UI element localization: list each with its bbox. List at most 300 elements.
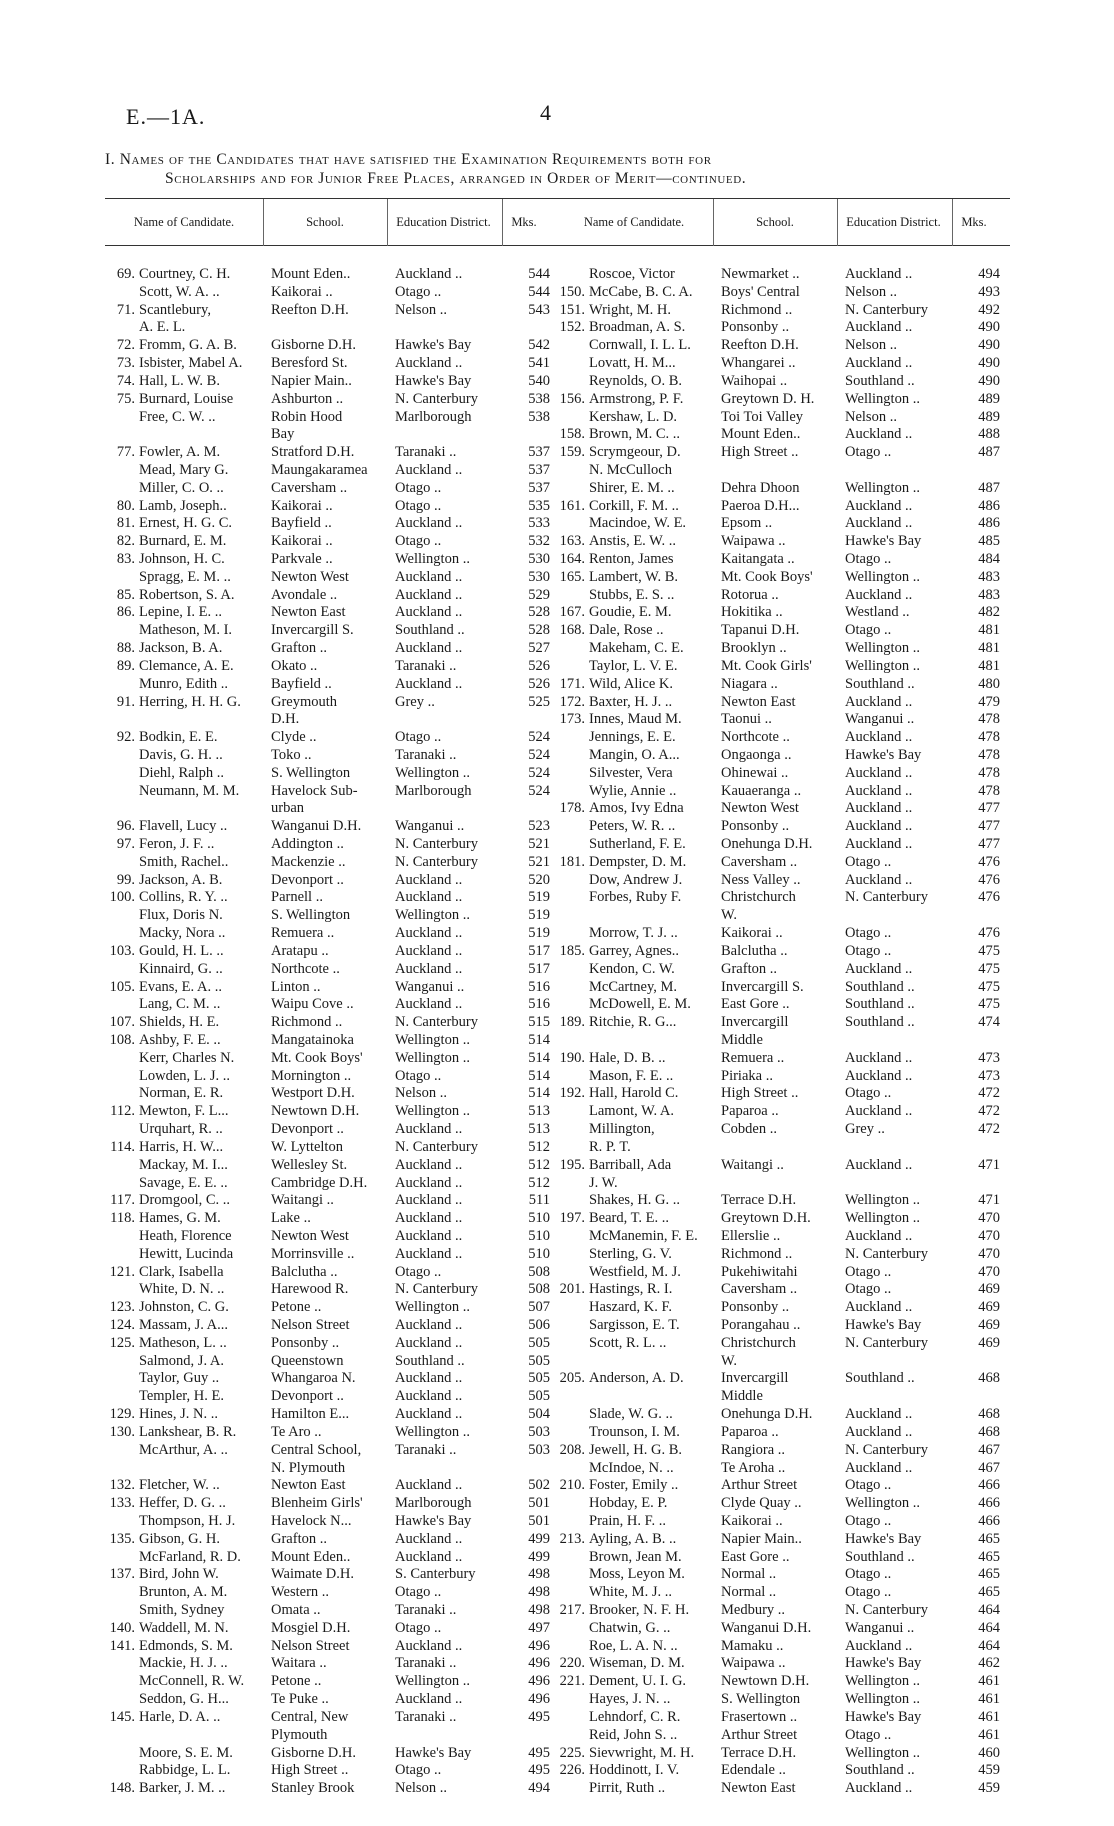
candidate-name: Moss, Leyon M. xyxy=(589,1566,685,1583)
marks-value: 506 xyxy=(528,1317,550,1334)
table-row xyxy=(105,1335,560,1351)
education-district: Nelson .. xyxy=(845,337,897,354)
education-district: Auckland .. xyxy=(395,871,463,888)
marks-value: 507 xyxy=(528,1299,550,1316)
marks-value: 465 xyxy=(978,1530,1000,1547)
rank-number: 158. xyxy=(559,426,585,443)
marks-value: 512 xyxy=(528,1138,550,1155)
school-name: urban xyxy=(271,800,305,817)
marks-value: 538 xyxy=(528,408,550,425)
table-row xyxy=(105,729,560,745)
school-name: Richmond .. xyxy=(721,1245,793,1262)
table-row xyxy=(105,587,560,603)
marks-value: 482 xyxy=(978,604,1000,621)
candidate-name: Hines, J. N. .. xyxy=(139,1406,218,1423)
table-row xyxy=(105,1549,560,1565)
marks-value: 498 xyxy=(528,1584,550,1601)
school-name: Terrace D.H. xyxy=(721,1192,797,1209)
rank-number: 132. xyxy=(109,1477,135,1494)
school-name: Mount Eden.. xyxy=(271,1548,351,1565)
rank-number: 161. xyxy=(559,497,585,514)
marks-value: 510 xyxy=(528,1210,550,1227)
candidate-name: Anstis, E. W. .. xyxy=(589,533,677,550)
candidate-name: Bird, John W. xyxy=(139,1566,219,1583)
school-name: Lake .. xyxy=(271,1210,311,1227)
education-district: Auckland .. xyxy=(395,355,463,372)
marks-value: 505 xyxy=(528,1352,550,1369)
table-row xyxy=(555,1085,1010,1101)
candidate-name: A. E. L. xyxy=(139,319,186,336)
school-name: Caversham .. xyxy=(271,479,348,496)
education-district: Hawke's Bay xyxy=(395,1744,472,1761)
education-district: Otago .. xyxy=(395,1067,442,1084)
school-name: Tapanui D.H. xyxy=(721,622,800,639)
candidate-name: Hall, Harold C. xyxy=(589,1085,679,1102)
table-row xyxy=(105,1139,560,1155)
education-district: Auckland .. xyxy=(845,836,913,853)
education-district: Hawke's Bay xyxy=(845,1530,922,1547)
marks-value: 519 xyxy=(528,907,550,924)
rank-number: 217. xyxy=(559,1602,585,1619)
school-name: Ponsonby .. xyxy=(271,1334,340,1351)
candidate-name: Ernest, H. G. C. xyxy=(139,515,233,532)
marks-value: 469 xyxy=(978,1317,1000,1334)
education-district: Auckland .. xyxy=(845,1049,913,1066)
table-row xyxy=(555,694,1010,710)
school-name: Balclutha .. xyxy=(721,942,788,959)
candidate-name: Jewell, H. G. B. xyxy=(589,1441,683,1458)
candidate-name: Flavell, Lucy .. xyxy=(139,818,228,835)
school-name: S. Wellington xyxy=(271,907,351,924)
table-row xyxy=(105,765,560,781)
table-row xyxy=(105,355,560,371)
school-name: Newmarket .. xyxy=(721,266,800,282)
marks-value: 530 xyxy=(528,551,550,568)
candidate-name: Harris, H. W... xyxy=(139,1138,224,1155)
school-name: Aratapu .. xyxy=(271,942,329,959)
candidate-name: Dromgool, C. .. xyxy=(139,1192,231,1209)
marks-value: 529 xyxy=(528,586,550,603)
table-row xyxy=(105,1620,560,1636)
marks-value: 462 xyxy=(978,1655,1000,1672)
marks-value: 516 xyxy=(528,996,550,1013)
candidate-name: Gibson, G. H. xyxy=(139,1530,220,1547)
marks-value: 530 xyxy=(528,568,550,585)
education-district: Southland .. xyxy=(845,1370,915,1387)
school-name: Waipawa .. xyxy=(721,533,786,550)
table-row xyxy=(555,1513,1010,1529)
rank-number: 171. xyxy=(559,675,585,692)
table-row xyxy=(555,1584,1010,1600)
marks-value: 487 xyxy=(978,479,1000,496)
candidate-name: Scott, W. A. .. xyxy=(139,283,220,300)
marks-value: 484 xyxy=(978,551,1000,568)
table-row xyxy=(555,783,1010,799)
rank-number: 141. xyxy=(109,1637,135,1654)
rank-number: 91. xyxy=(116,693,135,710)
table-row xyxy=(105,1014,560,1030)
marks-value: 474 xyxy=(978,1014,1000,1031)
school-name: Piriaka .. xyxy=(721,1067,773,1084)
school-name: Nelson Street xyxy=(271,1637,350,1654)
rank-number: 145. xyxy=(109,1708,135,1725)
candidate-name: Herring, H. H. G. xyxy=(139,693,241,710)
rank-number: 83. xyxy=(116,551,135,568)
education-district: Auckland .. xyxy=(845,1103,913,1120)
education-district: Wellington .. xyxy=(395,1049,470,1066)
education-district: Southland .. xyxy=(395,622,465,639)
education-district: Auckland .. xyxy=(845,729,913,746)
candidate-name: Kershaw, L. D. xyxy=(589,408,678,425)
school-name: Te Aro .. xyxy=(271,1423,322,1440)
marks-value: 514 xyxy=(528,1049,550,1066)
rank-number: 168. xyxy=(559,622,585,639)
education-district: N. Canterbury xyxy=(395,390,478,407)
table-row xyxy=(555,1566,1010,1582)
marks-value: 480 xyxy=(978,675,1000,692)
marks-value: 470 xyxy=(978,1227,1000,1244)
school-name: Ongaonga .. xyxy=(721,746,792,763)
education-district: N. Canterbury xyxy=(395,836,478,853)
education-district: Auckland .. xyxy=(395,1192,463,1209)
title-line-2: Scholarships and for Junior Free Places, arranged in Order of Merit—continued. xyxy=(165,170,747,187)
table-row xyxy=(105,1121,560,1137)
education-district: Auckland .. xyxy=(395,586,463,603)
candidate-name: Innes, Maud M. xyxy=(589,711,682,728)
candidate-name: Feron, J. F. .. xyxy=(139,836,215,853)
candidate-name: Jennings, E. E. xyxy=(589,729,676,746)
candidate-name: Morrow, T. J. .. xyxy=(589,925,678,942)
school-name: Ellerslie .. xyxy=(721,1227,781,1244)
school-name: Paparoa .. xyxy=(721,1103,779,1120)
candidate-name: Salmond, J. A. xyxy=(139,1352,224,1369)
table-row xyxy=(105,604,560,620)
education-district: Auckland .. xyxy=(395,1477,463,1494)
rank-number: 85. xyxy=(116,586,135,603)
marks-value: 512 xyxy=(528,1156,550,1173)
table-row xyxy=(105,1192,560,1208)
table-row xyxy=(105,1050,560,1066)
table-row xyxy=(555,1638,1010,1654)
table-row xyxy=(105,1762,560,1778)
candidate-name: Wild, Alice K. xyxy=(589,675,673,692)
table-row xyxy=(555,1477,1010,1493)
marks-value: 476 xyxy=(978,853,1000,870)
candidate-name: J. W. xyxy=(589,1174,618,1191)
education-district: Otago .. xyxy=(395,479,442,496)
table-row xyxy=(555,355,1010,371)
marks-value: 537 xyxy=(528,479,550,496)
school-name: Mornington .. xyxy=(271,1067,352,1084)
school-name: Normal .. xyxy=(721,1584,777,1601)
candidate-name: Mason, F. E. .. xyxy=(589,1067,674,1084)
education-district: Taranaki .. xyxy=(395,1708,457,1725)
rank-number: 137. xyxy=(109,1566,135,1583)
school-name: Devonport .. xyxy=(271,1388,344,1405)
table-row xyxy=(555,854,1010,870)
candidate-name: Hoddinott, I. V. xyxy=(589,1762,680,1779)
marks-value: 471 xyxy=(978,1156,1000,1173)
table-row xyxy=(555,1228,1010,1244)
marks-value: 511 xyxy=(528,1192,550,1209)
table-row xyxy=(555,1264,1010,1280)
table-row xyxy=(555,872,1010,888)
table-row xyxy=(105,1103,560,1119)
candidate-name: Cornwall, I. L. L. xyxy=(589,337,691,354)
school-name: Arthur Street xyxy=(721,1477,798,1494)
rank-number: 140. xyxy=(109,1619,135,1636)
school-name: Invercargill S. xyxy=(721,978,804,995)
candidate-name: Johnson, H. C. xyxy=(139,551,225,568)
school-name: Wellesley St. xyxy=(271,1156,348,1173)
marks-value: 465 xyxy=(978,1584,1000,1601)
education-district: Otago .. xyxy=(395,497,442,514)
candidates-table-left xyxy=(105,198,560,1797)
header-district: Education District. xyxy=(846,215,941,229)
table-row xyxy=(555,818,1010,834)
marks-value: 461 xyxy=(978,1708,1000,1725)
candidate-name: Kerr, Charles N. xyxy=(139,1049,235,1066)
table-row xyxy=(105,872,560,888)
school-name: Hokitika .. xyxy=(721,604,783,621)
school-name: Newton East xyxy=(721,693,796,710)
school-name: Ohinewai .. xyxy=(721,764,789,781)
marks-value: 464 xyxy=(978,1602,1000,1619)
marks-value: 483 xyxy=(978,586,1000,603)
school-name: Greytown D. H. xyxy=(721,390,815,407)
marks-value: 470 xyxy=(978,1210,1000,1227)
candidate-name: Anderson, A. D. xyxy=(589,1370,684,1387)
education-district: Otago .. xyxy=(845,444,892,461)
school-name: Napier Main.. xyxy=(271,372,352,389)
candidate-name: Diehl, Ralph .. xyxy=(139,764,224,781)
rank-number: 99. xyxy=(116,871,135,888)
education-district: Wellington .. xyxy=(845,1673,920,1690)
education-district: Otago .. xyxy=(845,1263,892,1280)
table-row xyxy=(555,284,1010,300)
section-title xyxy=(105,150,1015,188)
table-row xyxy=(555,1727,1010,1743)
education-district: Wanganui .. xyxy=(395,978,465,995)
table-row xyxy=(105,1477,560,1493)
school-name: East Gore .. xyxy=(721,996,790,1013)
marks-value: 535 xyxy=(528,497,550,514)
candidate-name: Taylor, L. V. E. xyxy=(589,657,678,674)
education-district: Auckland .. xyxy=(845,1406,913,1423)
candidate-name: Hale, D. B. .. xyxy=(589,1049,666,1066)
school-name: Whangaroa N. xyxy=(271,1370,356,1387)
marks-value: 468 xyxy=(978,1423,1000,1440)
rank-number: 152. xyxy=(559,319,585,336)
table-row xyxy=(105,1246,560,1262)
marks-value: 487 xyxy=(978,444,1000,461)
school-name: Arthur Street xyxy=(721,1726,798,1743)
marks-value: 494 xyxy=(978,266,1000,282)
table-row xyxy=(555,1495,1010,1511)
candidate-name: Brunton, A. M. xyxy=(139,1584,228,1601)
education-district: Southland .. xyxy=(845,372,915,389)
candidate-name: Rabbidge, L. L. xyxy=(139,1762,231,1779)
marks-value: 478 xyxy=(978,729,1000,746)
marks-value: 492 xyxy=(978,301,1000,318)
school-name: Edendale .. xyxy=(721,1762,786,1779)
school-name: Toi Toi Valley xyxy=(721,408,804,425)
education-district: Auckland .. xyxy=(845,1067,913,1084)
marks-value: 490 xyxy=(978,372,1000,389)
table-row xyxy=(105,551,560,567)
table-row xyxy=(105,907,560,923)
rank-number: 105. xyxy=(109,978,135,995)
rank-number: 172. xyxy=(559,693,585,710)
school-name: Reefton D.H. xyxy=(271,301,349,318)
education-district: Wellington .. xyxy=(845,1744,920,1761)
candidate-name: Dow, Andrew J. xyxy=(589,871,683,888)
table-row xyxy=(555,1655,1010,1671)
school-name: Whangarei .. xyxy=(721,355,796,372)
school-name: Devonport .. xyxy=(271,1121,344,1138)
education-district: Nelson .. xyxy=(395,1085,447,1102)
marks-value: 475 xyxy=(978,996,1000,1013)
rank-number: 97. xyxy=(116,836,135,853)
candidate-name: Goudie, E. M. xyxy=(589,604,672,621)
page-number: 4 xyxy=(540,100,551,125)
candidate-name: Thompson, H. J. xyxy=(139,1512,236,1529)
candidate-name: Flux, Doris N. xyxy=(139,907,223,924)
table-row xyxy=(555,1709,1010,1725)
education-district: Wellington .. xyxy=(845,657,920,674)
marks-value: 466 xyxy=(978,1495,1000,1512)
marks-value: 464 xyxy=(978,1637,1000,1654)
school-name: Niagara .. xyxy=(721,675,778,692)
table-row xyxy=(105,1460,560,1476)
table-row xyxy=(105,1228,560,1244)
candidate-name: Lambert, W. B. xyxy=(589,568,679,585)
rank-number: 89. xyxy=(116,657,135,674)
table-row xyxy=(555,426,1010,442)
rank-number: 133. xyxy=(109,1495,135,1512)
school-name: Porangahau .. xyxy=(721,1317,801,1334)
school-name: Havelock N... xyxy=(271,1512,352,1529)
school-name: Paparoa .. xyxy=(721,1423,779,1440)
table-row xyxy=(105,1353,560,1369)
table-row xyxy=(105,1655,560,1671)
school-name: Clyde Quay .. xyxy=(721,1495,802,1512)
school-name: Harewood R. xyxy=(271,1281,349,1298)
school-name: Petone .. xyxy=(271,1673,322,1690)
table-row xyxy=(555,1460,1010,1476)
education-district: Grey .. xyxy=(845,1121,885,1138)
title-line-1: I. Names of the Candidates that have satisfied the Examination Requirements both for xyxy=(105,151,712,168)
education-district: Taranaki .. xyxy=(395,1655,457,1672)
marks-value: 502 xyxy=(528,1477,550,1494)
school-name: S. Wellington xyxy=(271,764,351,781)
marks-value: 479 xyxy=(978,693,1000,710)
candidate-name: Hewitt, Lucinda xyxy=(139,1245,234,1262)
candidate-name: Forbes, Ruby F. xyxy=(589,889,682,906)
marks-value: 499 xyxy=(528,1530,550,1547)
school-name: Toko .. xyxy=(271,746,312,763)
candidate-name: Clemance, A. E. xyxy=(139,657,234,674)
education-district: Wellington .. xyxy=(395,1299,470,1316)
table-row xyxy=(105,1424,560,1440)
school-name: Central School, xyxy=(271,1441,362,1458)
school-name: Queenstown xyxy=(271,1352,344,1369)
table-row xyxy=(555,1014,1010,1030)
table-row xyxy=(105,391,560,407)
school-name: High Street .. xyxy=(721,1085,799,1102)
rank-number: 156. xyxy=(559,390,585,407)
candidate-name: Reid, John S. .. xyxy=(589,1726,678,1743)
candidate-name: Mead, Mary G. xyxy=(139,461,229,478)
marks-value: 473 xyxy=(978,1049,1000,1066)
education-district: Auckland .. xyxy=(395,1174,463,1191)
table-row xyxy=(105,622,560,638)
marks-value: 521 xyxy=(528,836,550,853)
table-row xyxy=(105,302,560,318)
marks-value: 483 xyxy=(978,568,1000,585)
rank-number: 167. xyxy=(559,604,585,621)
candidate-name: Renton, James xyxy=(589,551,674,568)
education-district: Auckland .. xyxy=(395,675,463,692)
candidate-name: Sievwright, M. H. xyxy=(589,1744,695,1761)
school-name: Kaikorai .. xyxy=(271,283,333,300)
school-name: East Gore .. xyxy=(721,1548,790,1565)
school-name: Newton West xyxy=(271,568,349,585)
rank-number: 118. xyxy=(110,1210,135,1227)
candidate-name: Mackay, M. I... xyxy=(139,1156,228,1173)
education-district: Wellington .. xyxy=(845,1495,920,1512)
table-row xyxy=(555,1157,1010,1173)
table-row xyxy=(555,836,1010,852)
marks-value: 468 xyxy=(978,1406,1000,1423)
table-row xyxy=(555,1762,1010,1778)
school-name: Frasertown .. xyxy=(721,1708,798,1725)
table-row xyxy=(555,1192,1010,1208)
candidate-name: Clark, Isabella xyxy=(139,1263,224,1280)
school-name: Waipu Cove .. xyxy=(271,996,354,1013)
marks-value: 468 xyxy=(978,1370,1000,1387)
marks-value: 495 xyxy=(528,1744,550,1761)
marks-value: 537 xyxy=(528,444,550,461)
table-row xyxy=(105,1442,560,1458)
school-name: Mackenzie .. xyxy=(271,853,346,870)
education-district: Nelson .. xyxy=(395,1780,447,1797)
table-row xyxy=(555,1531,1010,1547)
education-district: Otago .. xyxy=(845,1281,892,1298)
education-district: Taranaki .. xyxy=(395,1602,457,1619)
school-name: Newton East xyxy=(721,1780,796,1797)
school-name: Waimate D.H. xyxy=(271,1566,354,1583)
education-district: Wanganui .. xyxy=(395,818,465,835)
candidate-name: Scantlebury, xyxy=(139,301,211,318)
education-district: Auckland .. xyxy=(395,1227,463,1244)
header-district: Education District. xyxy=(396,215,491,229)
education-district: Auckland .. xyxy=(395,568,463,585)
education-district: Otago .. xyxy=(845,1512,892,1529)
school-name: Middle xyxy=(721,1388,763,1405)
marks-value: 512 xyxy=(528,1174,550,1191)
school-name: Okato .. xyxy=(271,657,318,674)
candidate-name: Shields, H. E. xyxy=(139,1014,220,1031)
table-row xyxy=(555,1281,1010,1297)
candidate-name: Waddell, M. N. xyxy=(139,1619,229,1636)
marks-value: 527 xyxy=(528,640,550,657)
marks-value: 496 xyxy=(528,1637,550,1654)
school-name: Grafton .. xyxy=(271,640,327,657)
education-district: Otago .. xyxy=(845,925,892,942)
table-row xyxy=(105,1068,560,1084)
table-header xyxy=(555,199,1010,246)
